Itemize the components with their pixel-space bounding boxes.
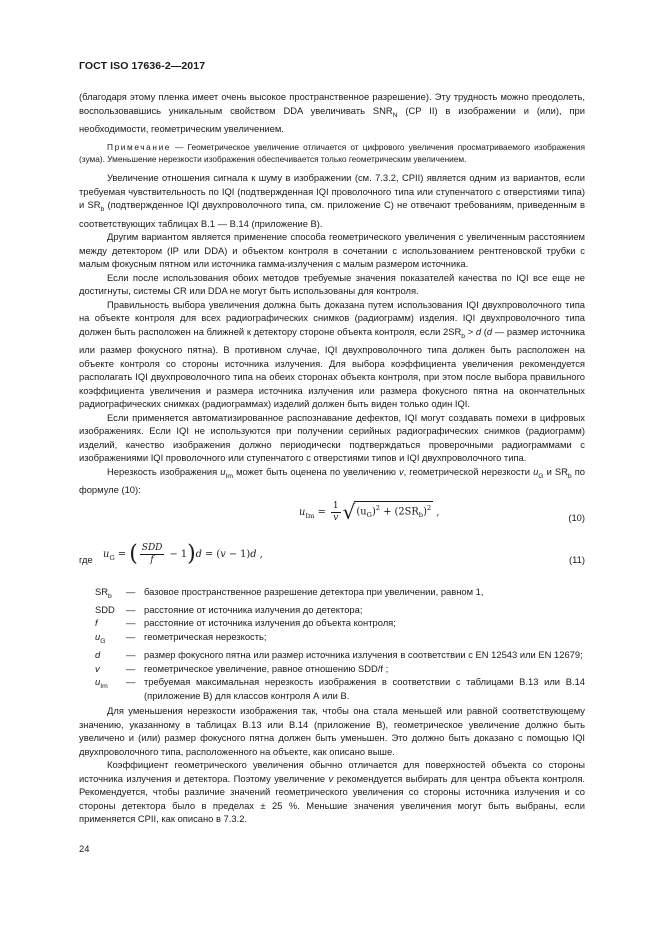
formula-11-number: (11) [569,553,585,565]
definition-item: d — размер фокусного пятна или размер источника излучения в соответствии с EN 12543 или EN 12679; [95,649,583,661]
formula-11 [79,543,585,581]
note-text: — Геометрическое увеличение отличается от цифрового увеличения просматриваемого изображения (зума). Уменьшение нерезкости изображения обеспечивается только геометрическим увеличением. [79,142,585,165]
paragraph-4: Если после использования обоих методов требуемые значения показателей качества по IQI все еще не достигнуты, системы CR или DDA не могут быть использованы для контроля. [79,271,585,297]
radicand: $(u_G)^2 + (2SR_b)^2$ [354,501,433,523]
paragraph-2: Увеличение отношения сигнала к шуму в изображении (см. 7.3.2, CPII) является одним из вариантов, если требуемая чувствительность по IQI (подтвержденная IQI проволочного типа или ступенчатого с отверстиями типа) и $SR_b$ (подтвержденное IQI двухпроволочного типа, см. приложение С) не отвечают требованиям, приведенным в соответствующих таблицах В.1 — В.14 (приложение В). [79,172,585,229]
paragraph-6: Если применяется автоматизированное распознавание дефектов, IQI могут создавать помехи в цифровых изображениях. Если IQI не используются при получении серийных радиографических снимков (радиограмм) изделий, качество изображения должно периодически подтверждаться проверочными радиограммами с изображениями IQI проволочного или ступенчатого с отверстиями типов и IQI двухпроволочного типа. [79,411,585,464]
paragraph-5: Правильность выбора увеличения должна быть доказана путем использования IQI двухпроволочного типа на объекте контроля для всех радиографических снимков (радиограмм) изделия. IQI двухпроволочного типа должен быть расположен на ближней к детектору стороне объекта контроля, если $2SR_b > d$ (d — размер источника или размер фокусного пятна). В противном случае, IQI двухпроволочного типа должен быть расположен на объекте контроля со стороны источника излучения. Для выбора коэффициента увеличения рекомендуется располагать IQI двухпроволочного типа на обеих сторонах объекта контроля, при этом после выбора правильного коэффициента увеличения и размера источника излучения или размера фокусного пятна на окончательных радиографических снимках (радиограммах) изделий должен быть виден только один IQI. [79,298,586,410]
document-header: ГОСТ ISO 17636-2—2017 [79,60,206,72]
fraction: $\frac{\text{SDD}}{f}$ [141,542,163,565]
paragraph-1: (благодаря этому пленка имеет очень высокое пространственное разрешение). Эту трудность можно преодолеть, воспользовавшись уникальным свойством DDA увеличивать $SNR_N$ (CP II) в изображении и (или), при необходимости, геометрическим увеличением. [79,91,585,134]
formula-10-expression: $u_{Im}$ = $\frac{1}{v}$ $√(u_G)^2 + (2SR_b)^2$ , [299,499,440,524]
radical-sign: √ [342,499,356,524]
page-body [79,90,585,826]
symbol-definitions [79,585,585,703]
formula-11-expression: $u_G$ = ( $\frac{\text{SDD}}{f}$ − 1)d = (v − 1)d , [103,541,263,566]
definition-item: f — расстояние от источника излучения до объекта контроля; [95,617,396,629]
fraction: $\frac{1}{v}$ [332,500,339,523]
note [79,141,585,165]
formula-10-number: (10) [568,511,585,523]
paragraph-7: Нерезкость изображения $u_{Im}$ может быть оценена по увеличению v, геометрической нерезкости $u_G$ и $SR_b$ по формуле (10): [79,465,585,495]
paragraph-8: Для уменьшения нерезкости изображения так, чтобы она стала меньшей или равной соответствующему значению, указанному в таблицах В.13 или В.14 (приложение В), геометрическое увеличение должно быть увеличено и (или) размер фокусного пятна должен быть уменьшен. Это должно быть доказано с помощью IQI двухпроволочного типа, расположенного на объекте, как описано выше. [79,705,585,757]
paragraph-3: Другим вариантом является применение способа геометрического увеличения с увеличенным расстоянием между детектором (IP или DDA) и объектом контроля в сочетании с использованием рентгеновской трубки с малым фокусным пятном или источника гамма-излучения с малым размером источника. [79,231,585,270]
definition-item: $u_G$ — геометрическая нерезкость; [95,630,267,645]
formula-10 [79,501,585,539]
paragraph-9: Коэффициент геометрического увеличения обычно отличается для поверхностей объекта со стороны источника излучения и детектора. Поэтому увеличение v рекомендуется выбирать для центра объекта контроля. Рекомендуется, чтобы различие значений геометрического увеличения со стороны источника излучения и со стороны детектора было в пределах ± 25 %. Меньшие значения увеличения могут быть выбраны, если применяется CPII, как описано в 7.3.2. [79,759,585,825]
page-number: 24 [79,843,90,854]
definition-item: $SR_b$ — базовое пространственное разрешение детектора при увеличении, равном 1, [95,585,484,600]
formula-11-lead: где [79,553,93,565]
note-label: Примечание [107,142,172,153]
definition-item: SDD — расстояние от источника излучения до детектора; [95,603,363,615]
definition-item: v — геометрическое увеличение, равное отношению SDD/f ; [95,662,389,674]
definition-item: $u_{Im}$ — требуемая максимальная нерезкость изображения в соответствии с таблицами В.13 или В.14 (приложение В) для классов контроля А или В. [95,676,585,701]
